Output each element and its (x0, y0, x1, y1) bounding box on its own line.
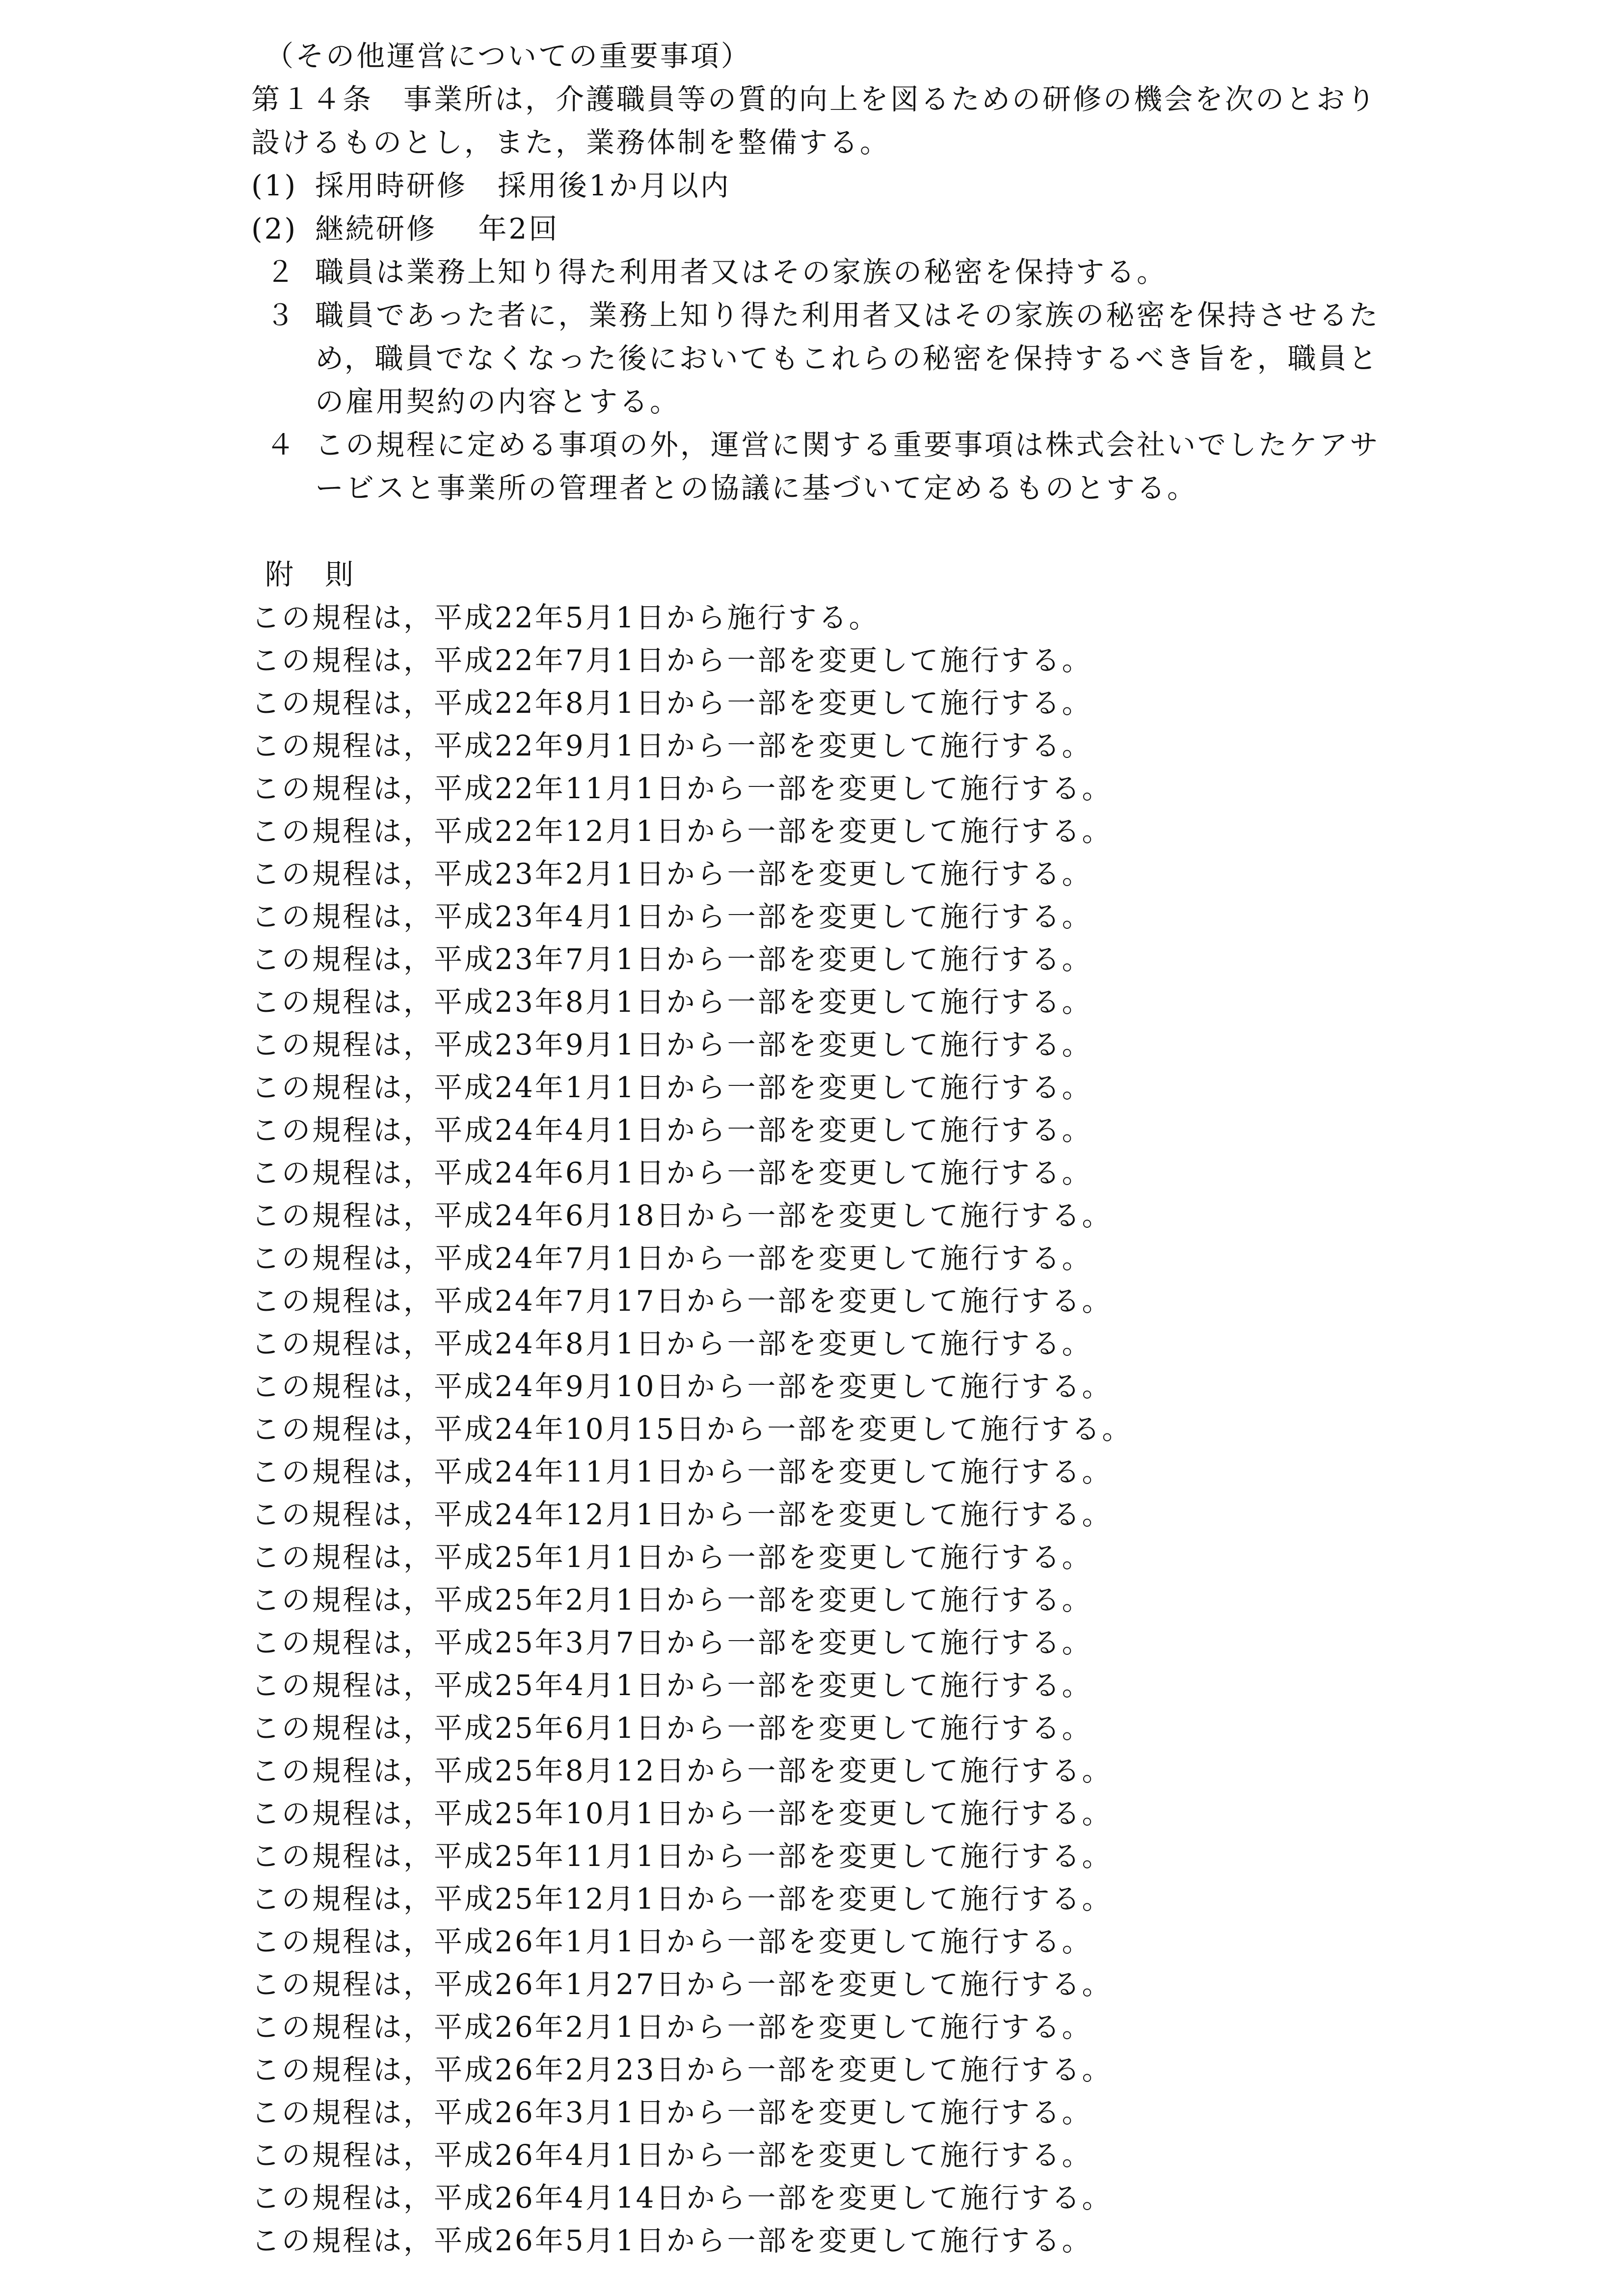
supplementary-entry: この規程は，平成23年9月1日から一部を変更して施行する。 (251, 1028, 1092, 1061)
supplementary-title-a: 附 (265, 558, 296, 591)
supplementary-entry: この規程は，平成22年12月1日から一部を変更して施行する。 (251, 814, 1113, 848)
supplementary-entry: この規程は，平成23年2月1日から一部を変更して施行する。 (251, 857, 1092, 891)
paragraph-4 (251, 423, 1459, 510)
supplementary-entry: この規程は，平成24年6月18日から一部を変更して施行する。 (251, 1199, 1113, 1232)
item-text: 継続研修 年2回 (315, 212, 559, 245)
supplementary-entry: この規程は，平成25年3月7日から一部を変更して施行する。 (251, 1626, 1092, 1659)
supplementary-entry: この規程は，平成23年7月1日から一部を変更して施行する。 (251, 943, 1092, 976)
supplementary-entry: この規程は，平成22年9月1日から一部を変更して施行する。 (251, 729, 1092, 762)
supplementary-entry: この規程は，平成26年4月1日から一部を変更して施行する。 (251, 2138, 1092, 2172)
supplementary-title-b: 則 (325, 558, 356, 591)
supplementary-entry: この規程は，平成26年1月27日から一部を変更して施行する。 (251, 1968, 1113, 2001)
paragraph-line: の雇用契約の内容とする。 (315, 385, 681, 418)
paragraph-number: ３ (266, 298, 297, 332)
supplementary-title (251, 553, 1459, 596)
supplementary-entry: この規程は，平成23年8月1日から一部を変更して施行する。 (251, 985, 1092, 1019)
supplementary-entry: この規程は，平成26年2月1日から一部を変更して施行する。 (251, 2010, 1092, 2044)
supplementary-entry: この規程は，平成24年8月1日から一部を変更して施行する。 (251, 1327, 1092, 1360)
supplementary-entry: この規程は，平成25年12月1日から一部を変更して施行する。 (251, 1882, 1113, 1916)
supplementary-entry: この規程は，平成25年6月1日から一部を変更して施行する。 (251, 1711, 1092, 1745)
supplementary-entry: この規程は，平成26年3月1日から一部を変更して施行する。 (251, 2096, 1092, 2129)
document-page (251, 34, 1459, 2262)
spacer (251, 510, 1459, 553)
supplementary-entry: この規程は，平成24年11月1日から一部を変更して施行する。 (251, 1455, 1113, 1488)
supplementary-entry: この規程は，平成24年4月1日から一部を変更して施行する。 (251, 1113, 1092, 1147)
supplementary-entry: この規程は，平成26年2月23日から一部を変更して施行する。 (251, 2053, 1113, 2086)
supplementary-entry: この規程は，平成22年7月1日から一部を変更して施行する。 (251, 644, 1092, 677)
article-14-line-2: 設けるものとし，また，業務体制を整備する。 (251, 126, 891, 159)
article-14-line-1: 第１４条 事業所は，介護職員等の質的向上を図るための研修の機会を次のとおり (251, 82, 1378, 116)
paragraph-line: め，職員でなくなった後においてもこれらの秘密を保持するべき旨を，職員と (315, 342, 1379, 375)
paragraph-line: 職員であった者に，業務上知り得た利用者又はその家族の秘密を保持させるた (315, 298, 1380, 332)
article-item-2 (251, 207, 1459, 250)
supplementary-entry: この規程は，平成22年8月1日から一部を変更して施行する。 (251, 686, 1092, 720)
item-number: (1) (251, 169, 298, 202)
supplementary-entry: この規程は，平成25年10月1日から一部を変更して施行する。 (251, 1797, 1113, 1830)
section-title: （その他運営についての重要事項） (265, 39, 751, 73)
paragraph-line: 職員は業務上知り得た利用者又はその家族の秘密を保持する。 (315, 255, 1168, 289)
supplementary-entry: この規程は，平成24年7月1日から一部を変更して施行する。 (251, 1242, 1092, 1275)
supplementary-entry: この規程は，平成26年1月1日から一部を変更して施行する。 (251, 1925, 1092, 1958)
paragraph-number: ４ (266, 428, 297, 461)
item-number: (2) (251, 212, 298, 245)
supplementary-entry: この規程は，平成25年4月1日から一部を変更して施行する。 (251, 1669, 1092, 1702)
supplementary-entry: この規程は，平成25年8月12日から一部を変更して施行する。 (251, 1754, 1113, 1787)
paragraph-2 (251, 250, 1459, 294)
supplementary-entry: この規程は，平成26年5月1日から一部を変更して施行する。 (251, 2224, 1092, 2257)
supplementary-entry: この規程は，平成24年9月10日から一部を変更して施行する。 (251, 1370, 1113, 1403)
supplementary-entry: この規程は，平成22年5月1日から施行する。 (251, 601, 879, 634)
supplementary-entry: この規程は，平成25年11月1日から一部を変更して施行する。 (251, 1839, 1113, 1873)
paragraph-line: この規程に定める事項の外，運営に関する重要事項は株式会社いでしたケアサ (315, 428, 1381, 461)
paragraph-3 (251, 294, 1459, 423)
supplementary-entry: この規程は，平成22年11月1日から一部を変更して施行する。 (251, 772, 1113, 805)
supplementary-entry: この規程は，平成26年4月14日から一部を変更して施行する。 (251, 2181, 1113, 2215)
paragraph-number: ２ (266, 255, 297, 289)
item-text: 採用時研修 採用後1か月以内 (315, 169, 731, 202)
supplementary-entry: この規程は，平成24年12月1日から一部を変更して施行する。 (251, 1498, 1113, 1531)
supplementary-entry: この規程は，平成23年4月1日から一部を変更して施行する。 (251, 900, 1092, 933)
supplementary-entry: この規程は，平成24年7月17日から一部を変更して施行する。 (251, 1284, 1113, 1318)
supplementary-entry: この規程は，平成24年10月15日から一部を変更して施行する。 (251, 1412, 1133, 1446)
article-item-1 (251, 164, 1459, 207)
paragraph-line: ービスと事業所の管理者との協議に基づいて定めるものとする。 (315, 471, 1198, 505)
supplementary-entries (251, 596, 1459, 2262)
supplementary-entry: この規程は，平成25年1月1日から一部を変更して施行する。 (251, 1540, 1092, 1574)
supplementary-entry: この規程は，平成25年2月1日から一部を変更して施行する。 (251, 1583, 1092, 1617)
supplementary-entry: この規程は，平成24年6月1日から一部を変更して施行する。 (251, 1156, 1092, 1189)
supplementary-entry: この規程は，平成24年1月1日から一部を変更して施行する。 (251, 1071, 1092, 1104)
